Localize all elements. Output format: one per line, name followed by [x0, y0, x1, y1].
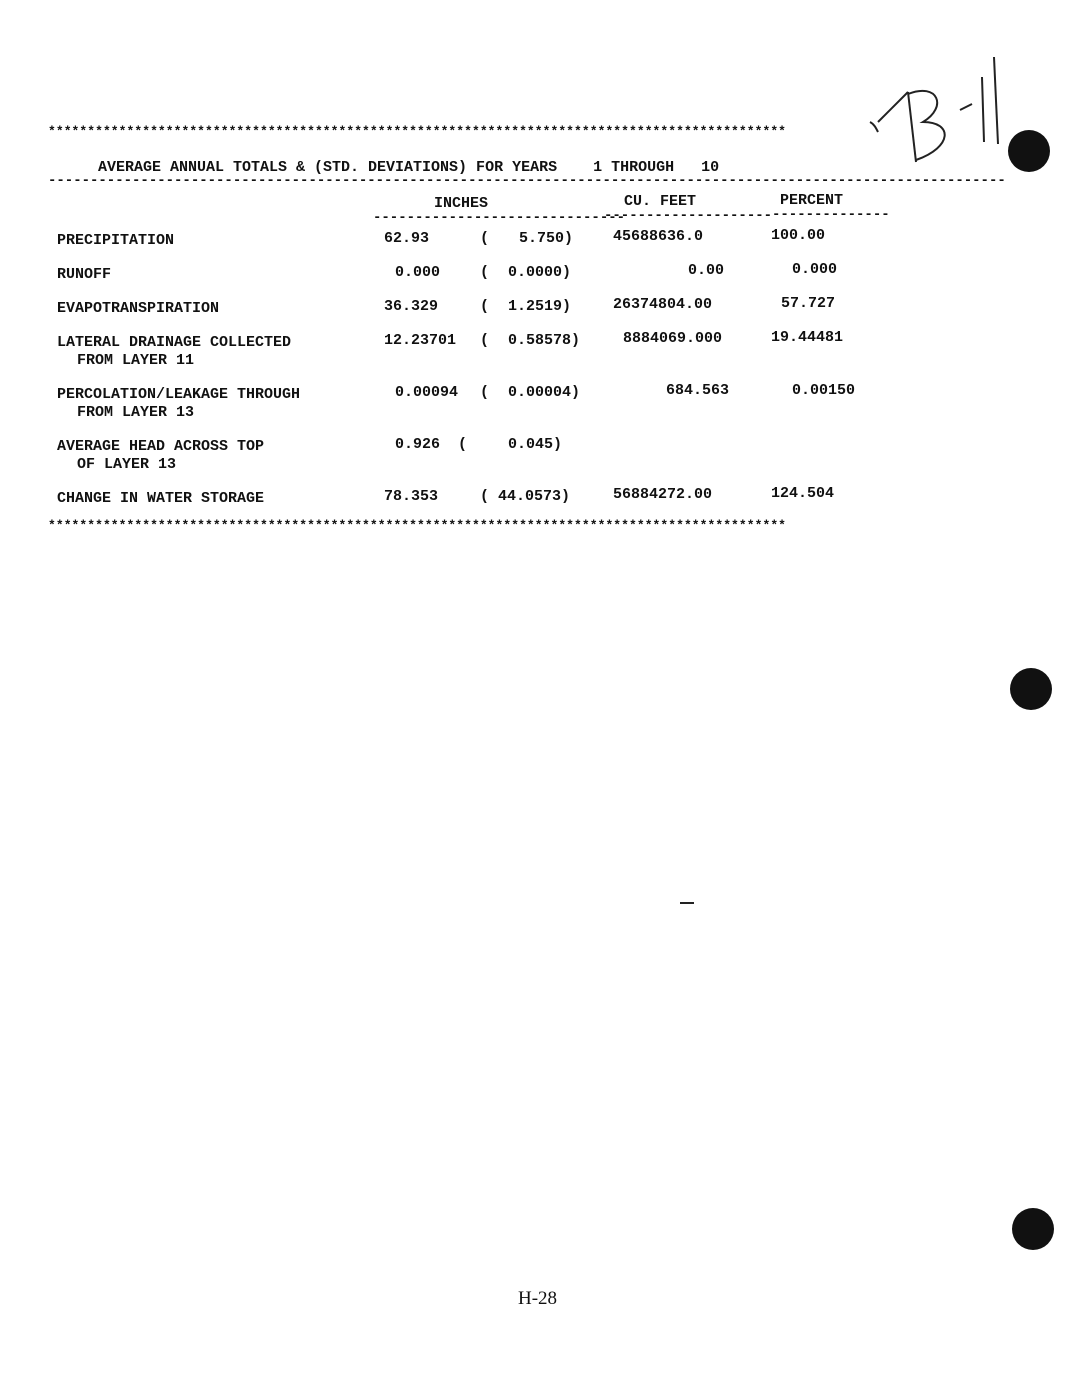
row-label: RUNOFF — [57, 266, 112, 283]
column-header-percent: PERCENT — [780, 192, 844, 209]
row-percent: 124.504 — [771, 485, 835, 502]
stray-mark — [680, 902, 694, 904]
row-label-continued: FROM LAYER 11 — [77, 352, 195, 369]
row-inches: 0.000 — [395, 264, 441, 281]
row-inches: 12.23701 — [384, 332, 457, 349]
row-label: LATERAL DRAINAGE COLLECTED — [57, 334, 292, 351]
cu-feet-underline: -------------------- — [604, 208, 773, 224]
row-paren: ( — [480, 264, 490, 281]
column-header-cu-feet: CU. FEET — [624, 193, 697, 210]
row-label-continued: FROM LAYER 13 — [77, 404, 195, 421]
page-number: H-28 — [518, 1288, 558, 1309]
row-cu-feet: 26374804.00 — [613, 296, 713, 313]
binder-hole-bottom — [1012, 1208, 1054, 1250]
row-percent: 19.44481 — [771, 329, 844, 346]
row-label: PERCOLATION/LEAKAGE THROUGH — [57, 386, 301, 403]
heading-underline: ------------------------------------------------------------------------------------------------------------------ — [48, 173, 1006, 189]
row-cu-feet: 8884069.000 — [623, 330, 723, 347]
row-label: AVERAGE HEAD ACROSS TOP — [57, 438, 265, 455]
table-heading: AVERAGE ANNUAL TOTALS & (STD. DEVIATIONS) FOR YEARS 1 THROUGH 10 — [98, 159, 720, 176]
row-label: CHANGE IN WATER STORAGE — [57, 490, 265, 507]
row-percent: 0.00150 — [792, 382, 856, 399]
row-percent: 100.00 — [771, 227, 826, 244]
row-inches: 78.353 — [384, 488, 439, 505]
row-std: 0.00004) — [508, 384, 581, 401]
row-paren: ( — [480, 298, 490, 315]
row-paren: ( — [480, 384, 490, 401]
row-label: PRECIPITATION — [57, 232, 175, 249]
row-paren: ( — [458, 436, 468, 453]
row-std: 1.2519) — [508, 298, 572, 315]
percent-underline: -------------- — [772, 207, 890, 223]
row-cu-feet: 45688636.0 — [613, 228, 704, 245]
row-inches: 0.926 — [395, 436, 441, 453]
column-header-inches: INCHES — [434, 195, 489, 212]
row-inches: 36.329 — [384, 298, 439, 315]
row-cu-feet: 684.563 — [666, 382, 730, 399]
row-std: 0.045) — [508, 436, 563, 453]
row-percent: 0.000 — [792, 261, 838, 278]
row-paren: ( — [480, 332, 490, 349]
row-std: 5.750) — [519, 230, 574, 247]
row-percent: 57.727 — [781, 295, 836, 312]
row-inches: 62.93 — [384, 230, 430, 247]
row-cu-feet: 0.00 — [688, 262, 725, 279]
row-std: 0.58578) — [508, 332, 581, 349]
row-std: 44.0573) — [498, 488, 571, 505]
inches-underline: ------------------------------ — [373, 210, 626, 226]
binder-hole-middle — [1010, 668, 1052, 710]
row-paren: ( — [480, 230, 490, 247]
top-star-rule: ********************************************************************************************** — [48, 124, 787, 139]
row-std: 0.0000) — [508, 264, 572, 281]
row-inches: 0.00094 — [395, 384, 459, 401]
row-paren: ( — [480, 488, 490, 505]
bottom-star-rule: ********************************************************************************************** — [48, 518, 787, 533]
row-cu-feet: 56884272.00 — [613, 486, 713, 503]
row-label-continued: OF LAYER 13 — [77, 456, 177, 473]
row-label: EVAPOTRANSPIRATION — [57, 300, 220, 317]
handwritten-annotation — [868, 52, 1028, 172]
